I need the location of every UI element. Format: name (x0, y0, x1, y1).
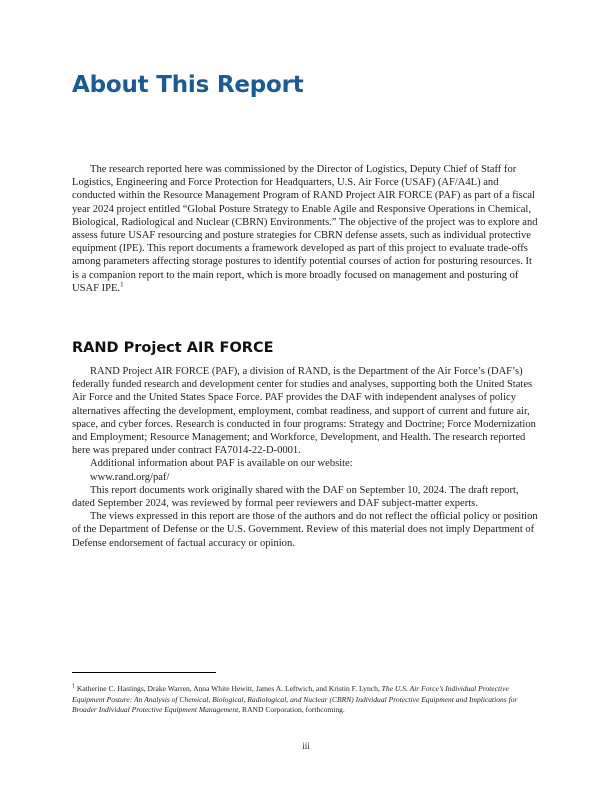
page-title: About This Report (72, 72, 304, 98)
intro-section (72, 163, 540, 295)
footnote (72, 684, 540, 716)
section-heading: RAND Project AIR FORCE (72, 340, 274, 356)
review-paragraph: This report documents work originally shared with the DAF on September 10, 2024. The draft report, dated September 2024, was reviewed by formal peer reviewers and DAF subject-matter experts. (72, 484, 519, 510)
footnote-divider (72, 672, 216, 673)
disclaimer-paragraph: The views expressed in this report are those of the authors and do not reflect the official policy or position of the Department of Defense or the U.S. Government. Review of this material does not imply Department of Defense endorsement of factual accuracy or opinion. (72, 511, 538, 549)
footnote-publisher: RAND Corporation, forthcoming. (242, 705, 345, 715)
footnote-authors: Katherine C. Hastings, Drake Warren, Anna White Hewitt, James A. Leftwich, and Kristin F. Lynch, (76, 684, 380, 693)
intro-paragraph (72, 163, 540, 295)
page-number: iii (302, 741, 310, 751)
footnote-title: The U.S. Air Force’s Individual Protective Equipment Posture: An Analysis of Chemical, Biological, Radiological, and Nuclear (CBRN) Individual Protective Equipment and Implications for Broader Individual Protective Equipment Management, (72, 684, 518, 715)
footnote-reference[interactable]: 1 (120, 280, 124, 289)
website-link[interactable]: www.rand.org/paf/ (90, 471, 170, 483)
footnote-number: 1 (72, 683, 75, 690)
intro-text: The research reported here was commissioned by the Director of Logistics, Deputy Chief of Staff for Logistics, Engineering and Force Protection for Headquarters, U.S. Air Force (USAF) (AF/A4L) and conducted within the Resource Management Program of RAND Project AIR FORCE (PAF) as part of a fiscal year 2024 project entitled “Global Posture Strategy to Enable Agile and Responsive Operations in Chemical, Biological, Radiological and Nuclear (CBRN) Environments.” The objective of the project was to explore and assess future USAF resourcing and posture strategies for CBRN defense assets, such as individual protective equipment (IPE). This report documents a framework developed as part of this project to evaluate trade-offs among parameters affecting storage postures to identify potential courses of action for posturing resources. It is a companion report to the main report, which is more broadly focused on management and posturing of USAF IPE. (72, 164, 538, 294)
paf-description-paragraph: RAND Project AIR FORCE (PAF), a division of RAND, is the Department of the Air Force’s (DAF’s) federally funded research and development center for studies and analyses, supporting both the United States Air Force and the United States Space Force. PAF provides the DAF with independent analyses of policy alternatives affecting the development, employment, combat readiness, and support of current and future air, space, and cyber forces. Research is conducted in four programs: Strategy and Doctrine; Force Modernization and Employment; Resource Management; and Workforce, Development, and Health. The research reported here was prepared under contract FA7014-22-D-0001. (72, 366, 536, 457)
website-info-paragraph: Additional information about PAF is available on our website: (90, 458, 353, 470)
section-body (72, 365, 540, 550)
